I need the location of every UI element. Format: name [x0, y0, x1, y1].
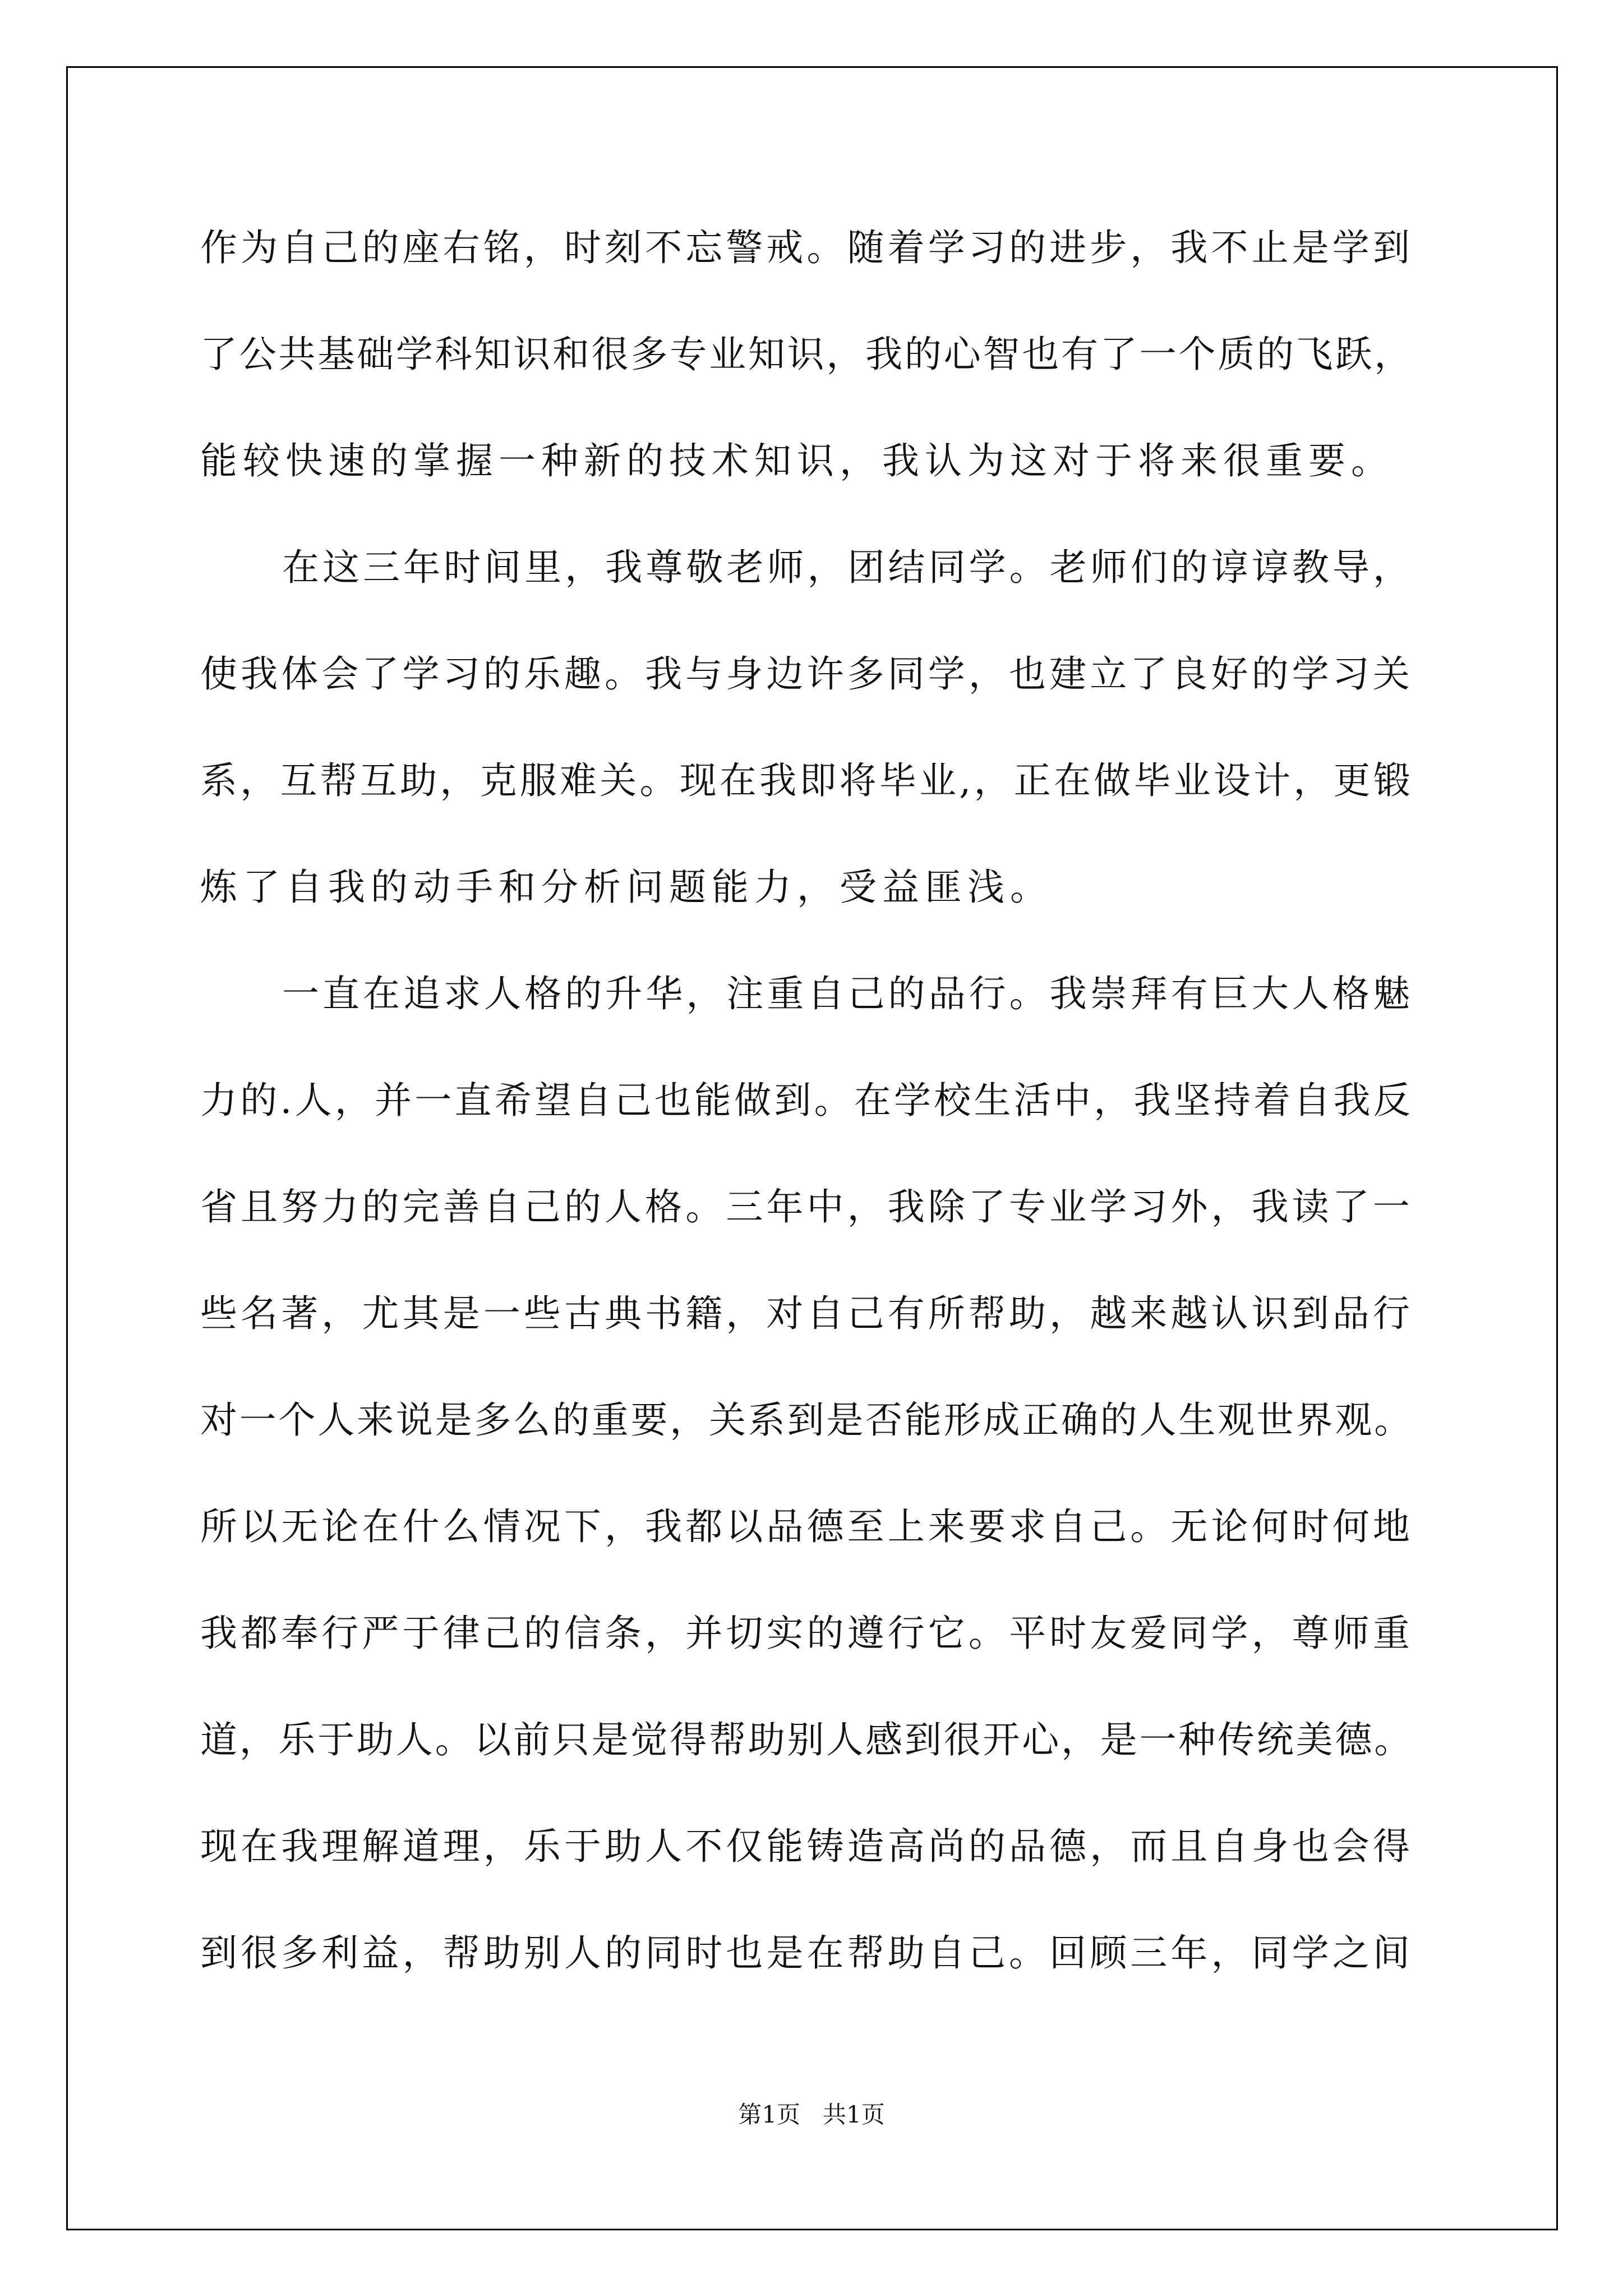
- text-line: 在这三年时间里，我尊敬老师，团结同学。老师们的谆谆教导，: [282, 546, 1413, 589]
- page-frame: [66, 66, 1558, 2230]
- text-line: 炼了自我的动手和分析问题能力，受益匪浅。: [200, 866, 1053, 909]
- text-line: 使我体会了学习的乐趣。我与身边许多同学，也建立了良好的学习关: [200, 652, 1413, 696]
- page-number-footer: 第1页 共1页: [738, 2101, 885, 2128]
- text-line: 作为自己的座右铭，时刻不忘警戒。随着学习的进步，我不止是学到: [200, 226, 1413, 269]
- text-line: 了公共基础学科知识和很多专业知识，我的心智也有了一个质的飞跃，: [200, 333, 1413, 376]
- text-line: 道，乐于助人。以前只是觉得帮助别人感到很开心，是一种传统美德。: [200, 1718, 1413, 1761]
- text-line: 能较快速的掌握一种新的技术知识，我认为这对于将来很重要。: [200, 439, 1394, 482]
- text-line: 我都奉行严于律己的信条，并切实的遵行它。平时友爱同学，尊师重: [200, 1612, 1413, 1655]
- text-line: 到很多利益，帮助别人的同时也是在帮助自己。回顾三年，同学之间: [200, 1931, 1413, 1975]
- text-line: 所以无论在什么情况下，我都以品德至上来要求自己。无论何时何地: [200, 1505, 1413, 1548]
- text-line: 一直在追求人格的升华，注重自己的品行。我崇拜有巨大人格魅: [282, 972, 1413, 1015]
- text-line: 力的.人，并一直希望自己也能做到。在学校生活中，我坚持着自我反: [200, 1079, 1413, 1122]
- text-line: 些名著，尤其是一些古典书籍，对自己有所帮助，越来越认识到品行: [200, 1292, 1413, 1335]
- text-line: 系，互帮互助，克服难关。现在我即将毕业,，正在做毕业设计，更锻: [200, 759, 1413, 802]
- text-line: 对一个人来说是多么的重要，关系到是否能形成正确的人生观世界观。: [200, 1398, 1413, 1442]
- text-line: 现在我理解道理，乐于助人不仅能铸造高尚的品德，而且自身也会得: [200, 1825, 1413, 1868]
- text-line: 省且努力的完善自己的人格。三年中，我除了专业学习外，我读了一: [200, 1185, 1413, 1228]
